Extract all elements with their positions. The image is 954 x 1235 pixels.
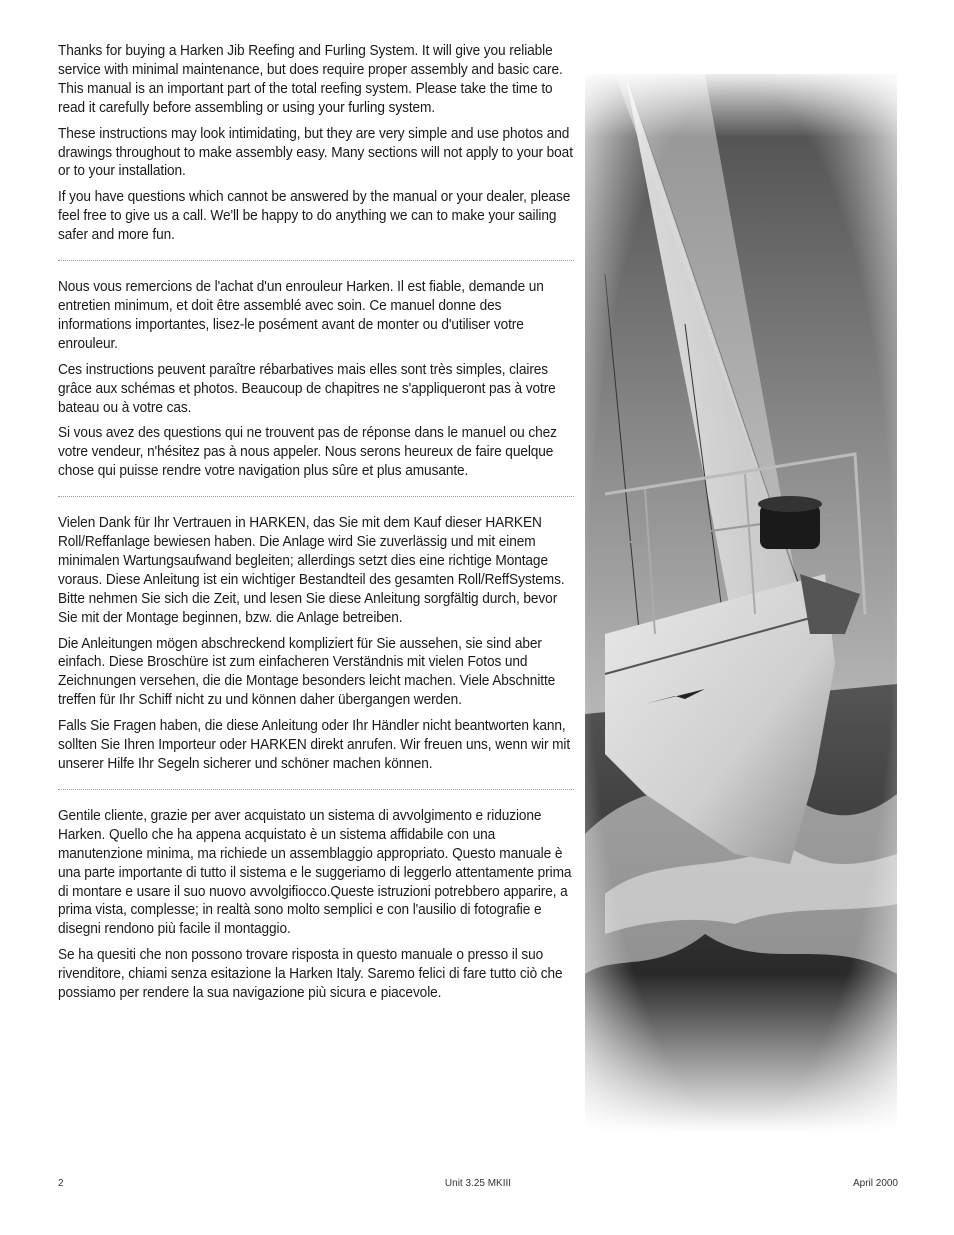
page-number: 2	[58, 1178, 64, 1189]
paragraph: Nous vous remercions de l'achat d'un enrouleur Harken. Il est fiable, demande un entretien minimum, et doit être assemblé avec soin. Ce manuel donne des informations importantes, lisez-le posément avant de monter ou d'utiliser votre enrouleur.	[58, 278, 544, 352]
section-italian	[58, 807, 574, 1018]
section-french	[58, 278, 574, 497]
paragraph: Falls Sie Fragen haben, die diese Anleitung oder Ihr Händler nicht beantworten kann, sollten Sie Ihren Importeur oder HARKEN direkt anrufen. Wir freuen uns, wenn wir mit unserer Hilfe Ihr Segeln sicherer und schöner machen können.	[58, 717, 571, 772]
sailboat-illustration	[585, 74, 897, 1132]
section-german	[58, 514, 574, 790]
paragraph: Thanks for buying a Harken Jib Reefing and Furling System. It will give you reliable service with minimal maintenance, but does require proper assembly and basic care. This manual is an important part of the total reefing system. Please take the time to read it carefully before assembling or using your furling system.	[58, 42, 563, 116]
paragraph: Die Anleitungen mögen abschreckend kompliziert für Sie aussehen, sie sind aber einfach. Diese Broschüre ist zum einfacheren Verständnis mit vielen Fotos und Zeichnungen versehen, die die Montage besonders leicht machen. Viele Abschnitte treffen für Ihr Schiff nicht zu und können daher übergangen werden.	[58, 634, 556, 709]
paragraph: If you have questions which cannot be answered by the manual or your dealer, please feel free to give us a call. We'll be happy to do anything we can to make your sailing safer and more fun.	[58, 188, 571, 244]
paragraph: Gentile cliente, grazie per aver acquistato un sistema di avvolgimento e riduzione Harken. Quello che ha appena acquistato è un sistema affidabile con una manutenzione minima, ma richiede un assemblaggio appropriato. Questo manuale è una parte importante di tutto il sistema e le suggeriamo di leggerlo attentamente prima di montare e usare il suo nuovo avvolgifiocco.Queste istruzioni potrebbero apparire, a prima vista, complesse; in realtà sono molto semplici e con l'ausilio di fotografie e disegni rendono più facile il montaggio.	[58, 806, 572, 938]
paragraph: Se ha quesiti che non possono trovare risposta in questo manuale o presso il suo rivenditore, chiami senza esitazione la Harken Italy. Saremo felici di fare tutto ciò che possiamo per rendere la sua navigazione più sicura e piacevole.	[58, 946, 563, 1002]
date-label: April 2000	[852, 1178, 898, 1189]
paragraph: Ces instructions peuvent paraître rébarbatives mais elles sont très simples, claires grâce aux schémas et photos. Beaucoup de chapitres ne s'appliqueront pas à votre bateau ou à votre cas.	[58, 360, 556, 416]
paragraph: Si vous avez des questions qui ne trouvent pas de réponse dans le manuel ou chez votre vendeur, n'hésitez pas à nous appeler. Nous serons heureux de faire quelque chose qui puisse rendre votre navigation plus sûre et plus amusante.	[58, 424, 557, 480]
paragraph: These instructions may look intimidating, but they are very simple and use photos and drawings throughout to make assembly easy. Many sections will not apply to your boat or to your installation.	[58, 124, 573, 180]
section-english	[58, 42, 574, 261]
unit-label: Unit 3.25 MKIII	[444, 1178, 512, 1189]
page-footer	[58, 1178, 898, 1192]
text-column	[58, 42, 574, 1035]
sailboat-photo	[585, 74, 897, 1132]
paragraph: Vielen Dank für Ihr Vertrauen in HARKEN, das Sie mit dem Kauf dieser HARKEN Roll/Reffanlage bewiesen haben. Die Anlage wird Sie zuverlässig und mit einem minimalen Wartungsaufwand begleiten; allerdings setzt dies eine richtige Montage voraus. Diese Anleitung ist ein wichtiger Bestandteil des gesamten Roll/ReffSystems. Bitte nehmen Sie sich die Zeit, und lesen Sie diese Anleitung sorgfältig durch, bevor Sie mit der Montage beginnen, bzw. die Anlage betreiben.	[58, 514, 565, 626]
